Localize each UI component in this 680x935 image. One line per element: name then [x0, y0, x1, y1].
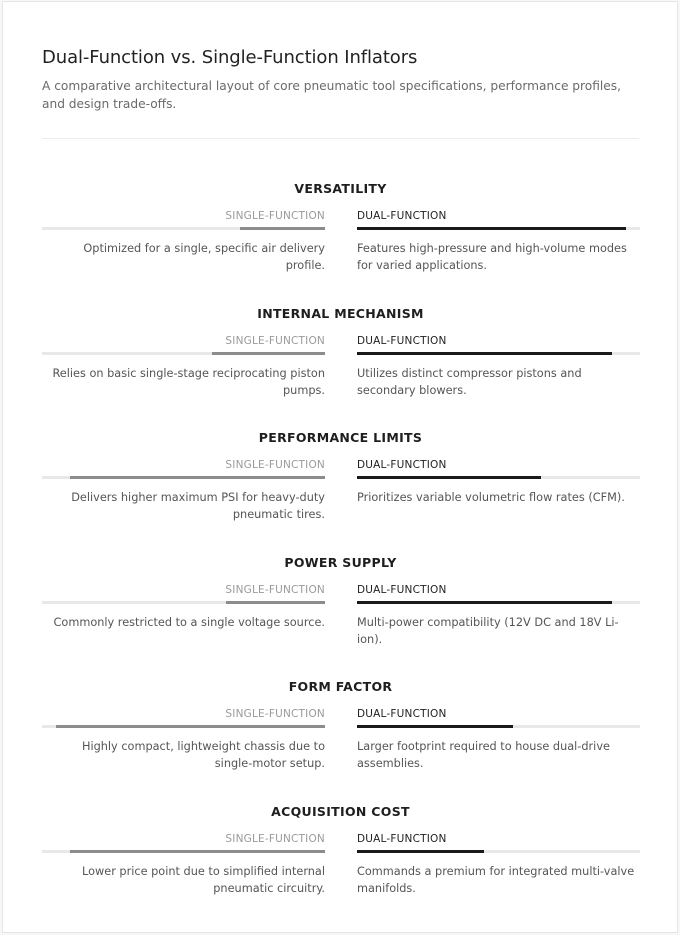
single-function-bar-track — [42, 352, 325, 355]
single-function-bar — [70, 850, 325, 853]
comparison-section — [42, 555, 639, 665]
dual-function-description: Multi-power compatibility (12V DC and 18V Li-ion). — [357, 616, 619, 646]
page-header — [42, 45, 639, 113]
single-function-description: Relies on basic single-stage reciprocating piston pumps. — [52, 367, 325, 397]
comparison-section — [42, 679, 639, 789]
dual-function-bar — [357, 850, 484, 853]
dual-function-label: DUAL-FUNCTION — [357, 210, 447, 222]
single-function-bar-track — [42, 476, 325, 479]
single-function-bar — [240, 227, 325, 230]
dual-function-label: DUAL-FUNCTION — [357, 335, 447, 347]
single-function-label: SINGLE-FUNCTION — [225, 459, 325, 471]
header-divider — [42, 138, 639, 139]
single-function-bar — [70, 476, 325, 479]
page-title: Dual-Function vs. Single-Function Inflators — [42, 47, 418, 68]
dual-function-label: DUAL-FUNCTION — [357, 708, 447, 720]
dual-function-description: Utilizes distinct compressor pistons and secondary blowers. — [357, 367, 582, 397]
single-function-bar-track — [42, 850, 325, 853]
section-title: ACQUISITION COST — [271, 804, 410, 819]
single-function-label: SINGLE-FUNCTION — [225, 584, 325, 596]
dual-function-bar — [357, 725, 513, 728]
single-function-label: SINGLE-FUNCTION — [225, 708, 325, 720]
dual-function-bar — [357, 601, 612, 604]
dual-function-bar-track — [357, 227, 640, 230]
section-title: PERFORMANCE LIMITS — [258, 430, 423, 445]
single-function-description: Highly compact, lightweight chassis due to single-motor setup. — [81, 740, 325, 770]
dual-function-description: Prioritizes variable volumetric flow rates (CFM). — [357, 491, 625, 504]
single-function-description: Optimized for a single, specific air delivery profile. — [83, 242, 325, 272]
comparison-section — [42, 430, 639, 540]
single-function-bar-track — [42, 601, 325, 604]
dual-function-description: Larger footprint required to house dual-drive assemblies. — [357, 740, 610, 770]
single-function-bar — [212, 352, 325, 355]
dual-function-label: DUAL-FUNCTION — [357, 459, 447, 471]
dual-function-bar-track — [357, 601, 640, 604]
single-function-bar-track — [42, 725, 325, 728]
section-title: VERSATILITY — [294, 181, 387, 196]
single-function-bar — [226, 601, 325, 604]
comparison-section — [42, 306, 639, 416]
single-function-bar-track — [42, 227, 325, 230]
dual-function-bar-track — [357, 725, 640, 728]
dual-function-description: Features high-pressure and high-volume modes for varied applications. — [357, 242, 627, 272]
dual-function-bar-track — [357, 850, 640, 853]
dual-function-description: Commands a premium for integrated multi-valve manifolds. — [357, 865, 635, 895]
comparison-card — [2, 1, 678, 933]
section-title: INTERNAL MECHANISM — [257, 306, 424, 321]
dual-function-label: DUAL-FUNCTION — [357, 584, 447, 596]
page-subtitle: A comparative architectural layout of core pneumatic tool specifications, performance profiles, and design trade-offs. — [42, 79, 622, 111]
single-function-label: SINGLE-FUNCTION — [225, 210, 325, 222]
single-function-label: SINGLE-FUNCTION — [225, 833, 325, 845]
comparison-section — [42, 181, 639, 291]
dual-function-bar — [357, 227, 626, 230]
dual-function-bar-track — [357, 476, 640, 479]
single-function-label: SINGLE-FUNCTION — [225, 335, 325, 347]
comparison-section — [42, 804, 639, 914]
single-function-description: Delivers higher maximum PSI for heavy-duty pneumatic tires. — [71, 491, 325, 521]
single-function-bar — [56, 725, 325, 728]
single-function-description: Lower price point due to simplified internal pneumatic circuitry. — [82, 865, 325, 895]
section-title: POWER SUPPLY — [284, 555, 397, 570]
section-title: FORM FACTOR — [288, 679, 393, 694]
dual-function-bar — [357, 352, 612, 355]
dual-function-bar — [357, 476, 541, 479]
single-function-description: Commonly restricted to a single voltage source. — [53, 616, 325, 629]
dual-function-label: DUAL-FUNCTION — [357, 833, 447, 845]
dual-function-bar-track — [357, 352, 640, 355]
